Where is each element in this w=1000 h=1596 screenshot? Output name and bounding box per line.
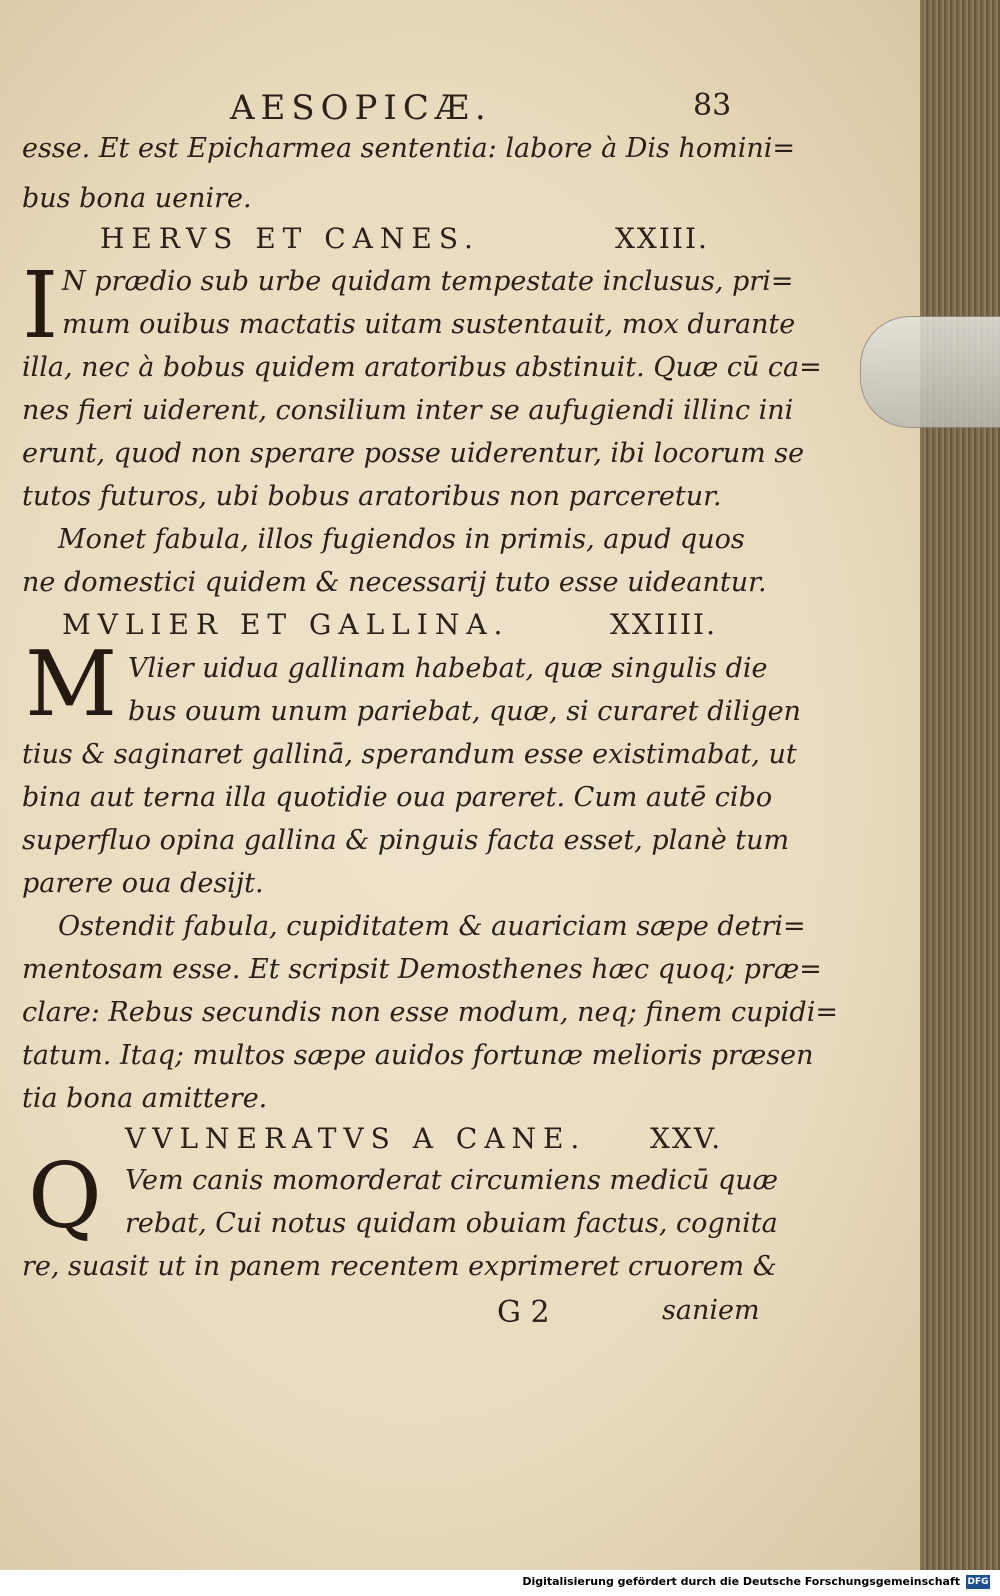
text-line: erunt, quod non sperare posse uiderentur, ibi locorum se [22,438,805,469]
text-line: mentosam esse. Et scripsit Demosthenes hæc quoq; præ= [22,954,822,985]
text-line: clare: Rebus secundis non esse modum, neq; finem cupidi= [22,997,838,1028]
text-line: tatum. Itaq; multos sæpe auidos fortunæ melioris præsen [22,1040,814,1071]
fable-title: HERVS ET CANES. [100,222,480,255]
text-line: mum ouibus mactatis uitam sustentauit, mox durante [62,309,796,340]
page-number: 83 [693,88,732,123]
running-head: AESOPICÆ. [230,88,492,128]
text-line: re, suasit ut in panem recentem exprimeret cruorem & [22,1251,777,1282]
text-line: parere oua desijt. [22,868,264,899]
footer-credit: Digitalisierung gefördert durch die Deutsche Forschungsgemeinschaft [522,1575,960,1588]
text-line: Vem canis momorderat circumiens medicū quæ [125,1165,779,1196]
text-line: esse. Et est Epicharmea sententia: labore à Dis homini= [22,133,796,164]
text-line: tius & saginaret gallinā, sperandum esse existimabat, ut [22,739,797,770]
text-line: tutos futuros, ubi bobus aratoribus non parceretur. [22,481,722,512]
text-line: ne domestici quidem & necessarij tuto esse uideantur. [22,567,767,598]
text-line: superfluo opina gallina & pinguis facta esset, planè tum [22,825,790,856]
signature-mark: G 2 [497,1295,550,1330]
fable-title: MVLIER ET GALLINA. [62,608,510,641]
text-line: illa, nec à bobus quidem aratoribus abstinuit. Quæ cū ca= [22,352,822,383]
text-line: bus ouum unum pariebat, quæ, si curaret diligen [128,696,801,727]
text-line: Monet fabula, illos fugiendos in primis, apud quos [58,524,745,555]
fable-title: VVLNERATVS A CANE. [125,1122,587,1155]
drop-cap: M [25,632,118,737]
text-line: tia bona amittere. [22,1083,268,1114]
text-line: bus bona uenire. [22,183,252,214]
fable-number: XXV. [650,1122,723,1155]
drop-cap: I [22,252,59,359]
text-line: Vlier uidua gallinam habebat, quæ singulis die [128,653,768,684]
text-line: rebat, Cui notus quidam obuiam factus, cognita [125,1208,778,1239]
dfg-logo: DFG [967,1577,989,1587]
fable-number: XXIIII. [610,608,718,641]
catchword: saniem [662,1295,760,1326]
text-line: N prædio sub urbe quidam tempestate inclusus, pri= [62,266,794,297]
text-line: nes fieri uiderent, consilium inter se aufugiendi illinc ini [22,395,794,426]
fable-number: XXIII. [615,222,709,255]
text-line: Ostendit fabula, cupiditatem & auariciam sæpe detri= [58,911,806,942]
drop-cap: Q [28,1144,102,1249]
page-clip [860,316,1000,428]
text-line: bina aut terna illa quotidie oua pareret. Cum autē cibo [22,782,773,813]
